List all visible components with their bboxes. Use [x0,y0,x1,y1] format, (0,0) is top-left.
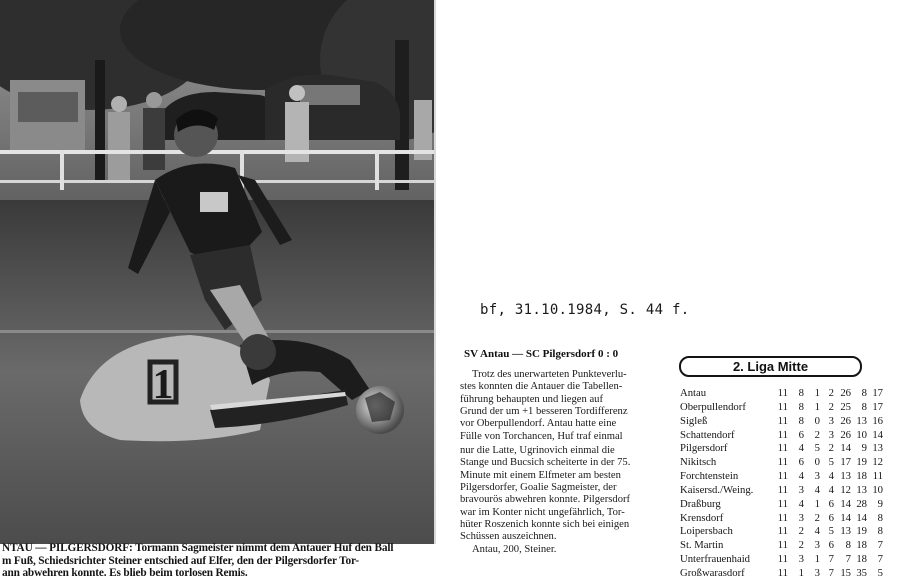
losses: 5 [828,525,834,538]
draws: 3 [814,566,820,579]
goals-for: 12 [840,483,851,496]
team-name: St. Martin [680,539,724,552]
wins: 8 [798,414,804,427]
losses: 4 [828,483,834,496]
goals-for: 14 [840,497,851,510]
jersey-number: 1 [152,362,174,408]
goals-against: 13 [856,414,867,427]
caption-line: ann abwehren konnte. Es blieb beim torlosen Remis. [2,567,248,579]
goals-against: 28 [856,497,867,510]
wins: 1 [798,566,804,579]
article-line: führung behaupten und liegen auf [460,393,603,405]
table-row [680,415,900,429]
goals-against: 18 [856,553,867,566]
team-name: Krensdorf [680,511,724,524]
draws: 0 [814,414,820,427]
goals-for: 13 [840,470,851,483]
losses: 2 [828,387,834,399]
caption-line: NTAU — PILGERSDORF: Tormann Sagmeister nimmt dem Antauer Huf den Ball [2,542,394,554]
points: 10 [872,483,883,496]
table-row [680,387,900,401]
draws: 1 [814,497,820,510]
losses: 2 [828,442,834,455]
article-line: Stange und Bucsich scheiterte in der 75. [460,457,631,469]
goals-for: 15 [840,566,851,579]
points: 7 [877,539,883,552]
games-played: 11 [777,442,788,455]
goals-against: 18 [856,539,867,552]
games-played: 11 [777,566,788,579]
team-name: Draßburg [680,497,721,510]
points: 12 [872,456,883,469]
league-title: 2. Liga Mitte [679,356,862,377]
team-name: Oberpullendorf [680,400,746,413]
goals-against: 9 [861,442,867,455]
wins: 3 [798,483,804,496]
losses: 6 [828,539,834,552]
goals-for: 13 [840,525,851,538]
games-played: 11 [777,456,788,469]
wins: 8 [798,400,804,413]
goals-for: 14 [840,511,851,524]
games-played: 11 [777,511,788,524]
draws: 3 [814,470,820,483]
points: 13 [872,442,883,455]
points: 17 [872,400,883,413]
games-played: 11 [777,539,788,552]
games-played: 11 [777,428,788,441]
goals-against: 8 [861,400,867,413]
losses: 7 [828,553,834,566]
caption-line: m Fuß, Schiedsrichter Steiner entschied auf Elfer, den der Pilgersdorfer Tor- [2,554,360,567]
points: 8 [877,525,883,538]
article-line: Schüssen auszeichnen. [460,531,557,543]
article-line: Trotz des unerwarteten Punkteverlu- [472,369,627,380]
table-row [680,512,900,526]
table-row [680,553,900,567]
table-row [680,429,900,443]
article-headline: SV Antau — SC Pilgersdorf 0 : 0 [464,348,619,360]
table-row [680,442,900,456]
goals-for: 26 [840,414,851,427]
losses: 3 [828,414,834,427]
team-name: Antau [680,387,707,399]
draws: 1 [814,400,820,413]
article-line: Fülle von Torchancen, Huf traf einmal [460,430,623,442]
article-line: Minute mit einem Elfmeter am besten [460,469,621,481]
goals-against: 13 [856,483,867,496]
draws: 4 [814,525,820,538]
goals-against: 35 [856,566,867,579]
wins: 3 [798,553,804,566]
points: 9 [877,497,883,510]
photo-caption [2,542,436,579]
losses: 7 [828,566,834,579]
losses: 2 [828,400,834,413]
wins: 4 [798,442,804,455]
losses: 5 [828,456,834,469]
article-line: bravourös abwehren konnte. Pilgersdorf [460,494,631,506]
goals-against: 10 [856,428,867,441]
goals-for: 14 [840,442,851,455]
wins: 6 [798,428,804,441]
team-name: Nikitsch [680,456,717,469]
games-played: 11 [777,470,788,483]
points: 5 [877,566,883,579]
games-played: 11 [777,525,788,538]
points: 16 [872,414,883,427]
table-row [680,567,900,579]
table-row [680,456,900,470]
wins: 6 [798,456,804,469]
article-line: war im Konter nicht ungefährlich, Tor- [460,506,625,518]
team-name: Unterfrauenhaid [680,553,751,566]
match-photo-image [0,0,436,544]
losses: 3 [828,428,834,441]
games-played: 11 [777,387,788,399]
losses: 6 [828,511,834,524]
draws: 1 [814,553,820,566]
games-played: 11 [777,400,788,413]
wins: 8 [798,387,804,399]
source-citation: bf, 31.10.1984, S. 44 f. [480,302,690,318]
goals-against: 19 [856,456,867,469]
table-row [680,525,900,539]
team-name: Sigleß [680,414,708,427]
games-played: 11 [777,414,788,427]
points: 11 [872,470,883,483]
draws: 2 [814,428,820,441]
article-line: Grund der um +1 besseren Tordifferenz [460,406,628,418]
wins: 3 [798,511,804,524]
article-line: stes konnten die Antauer die Tabellen- [460,381,623,393]
team-name: Loipersbach [680,525,733,538]
wins: 4 [798,497,804,510]
article-body [440,369,674,556]
goals-for: 26 [840,387,851,399]
losses: 4 [828,470,834,483]
table-row [680,401,900,415]
wins: 4 [798,470,804,483]
team-name: Forchtenstein [680,470,739,483]
points: 8 [877,511,883,524]
match-photo [0,0,436,544]
wins: 2 [798,525,804,538]
goals-for: 7 [845,553,851,566]
wins: 2 [798,539,804,552]
losses: 6 [828,497,834,510]
goals-against: 19 [856,525,867,538]
table-row [680,484,900,498]
goals-for: 17 [840,456,851,469]
points: 7 [877,553,883,566]
games-played: 11 [777,553,788,566]
draws: 5 [814,442,820,455]
table-row [680,539,900,553]
league-table [676,348,900,579]
draws: 0 [814,456,820,469]
article-line: hüter Roszenich konnte sich bei einigen [460,519,630,531]
article-line: Pilgersdorfer, Goalie Sagmeister, der [460,482,617,494]
points: 14 [872,428,883,441]
draws: 1 [814,387,820,399]
league-rows [680,387,900,579]
team-name: Kaisersd./Weing. [680,483,754,496]
goals-against: 8 [861,387,867,399]
games-played: 11 [777,497,788,510]
goals-for: 26 [840,428,851,441]
goals-for: 25 [840,400,851,413]
games-played: 11 [777,483,788,496]
draws: 2 [814,511,820,524]
table-row [680,470,900,484]
goals-for: 8 [845,539,851,552]
draws: 3 [814,539,820,552]
team-name: Großwarasdorf [680,566,745,579]
goals-against: 18 [856,470,867,483]
article-line: nur die Latte, Ugrinovich einmal die [460,445,615,457]
table-row [680,498,900,512]
points: 17 [872,387,883,399]
team-name: Schattendorf [680,428,735,441]
draws: 4 [814,483,820,496]
goals-against: 14 [856,511,867,524]
match-report [440,348,674,579]
article-line: vor Oberpullendorf. Antau hatte eine [460,418,617,430]
article-footer: Antau, 200, Steiner. [472,543,557,555]
team-name: Pilgersdorf [680,442,728,455]
